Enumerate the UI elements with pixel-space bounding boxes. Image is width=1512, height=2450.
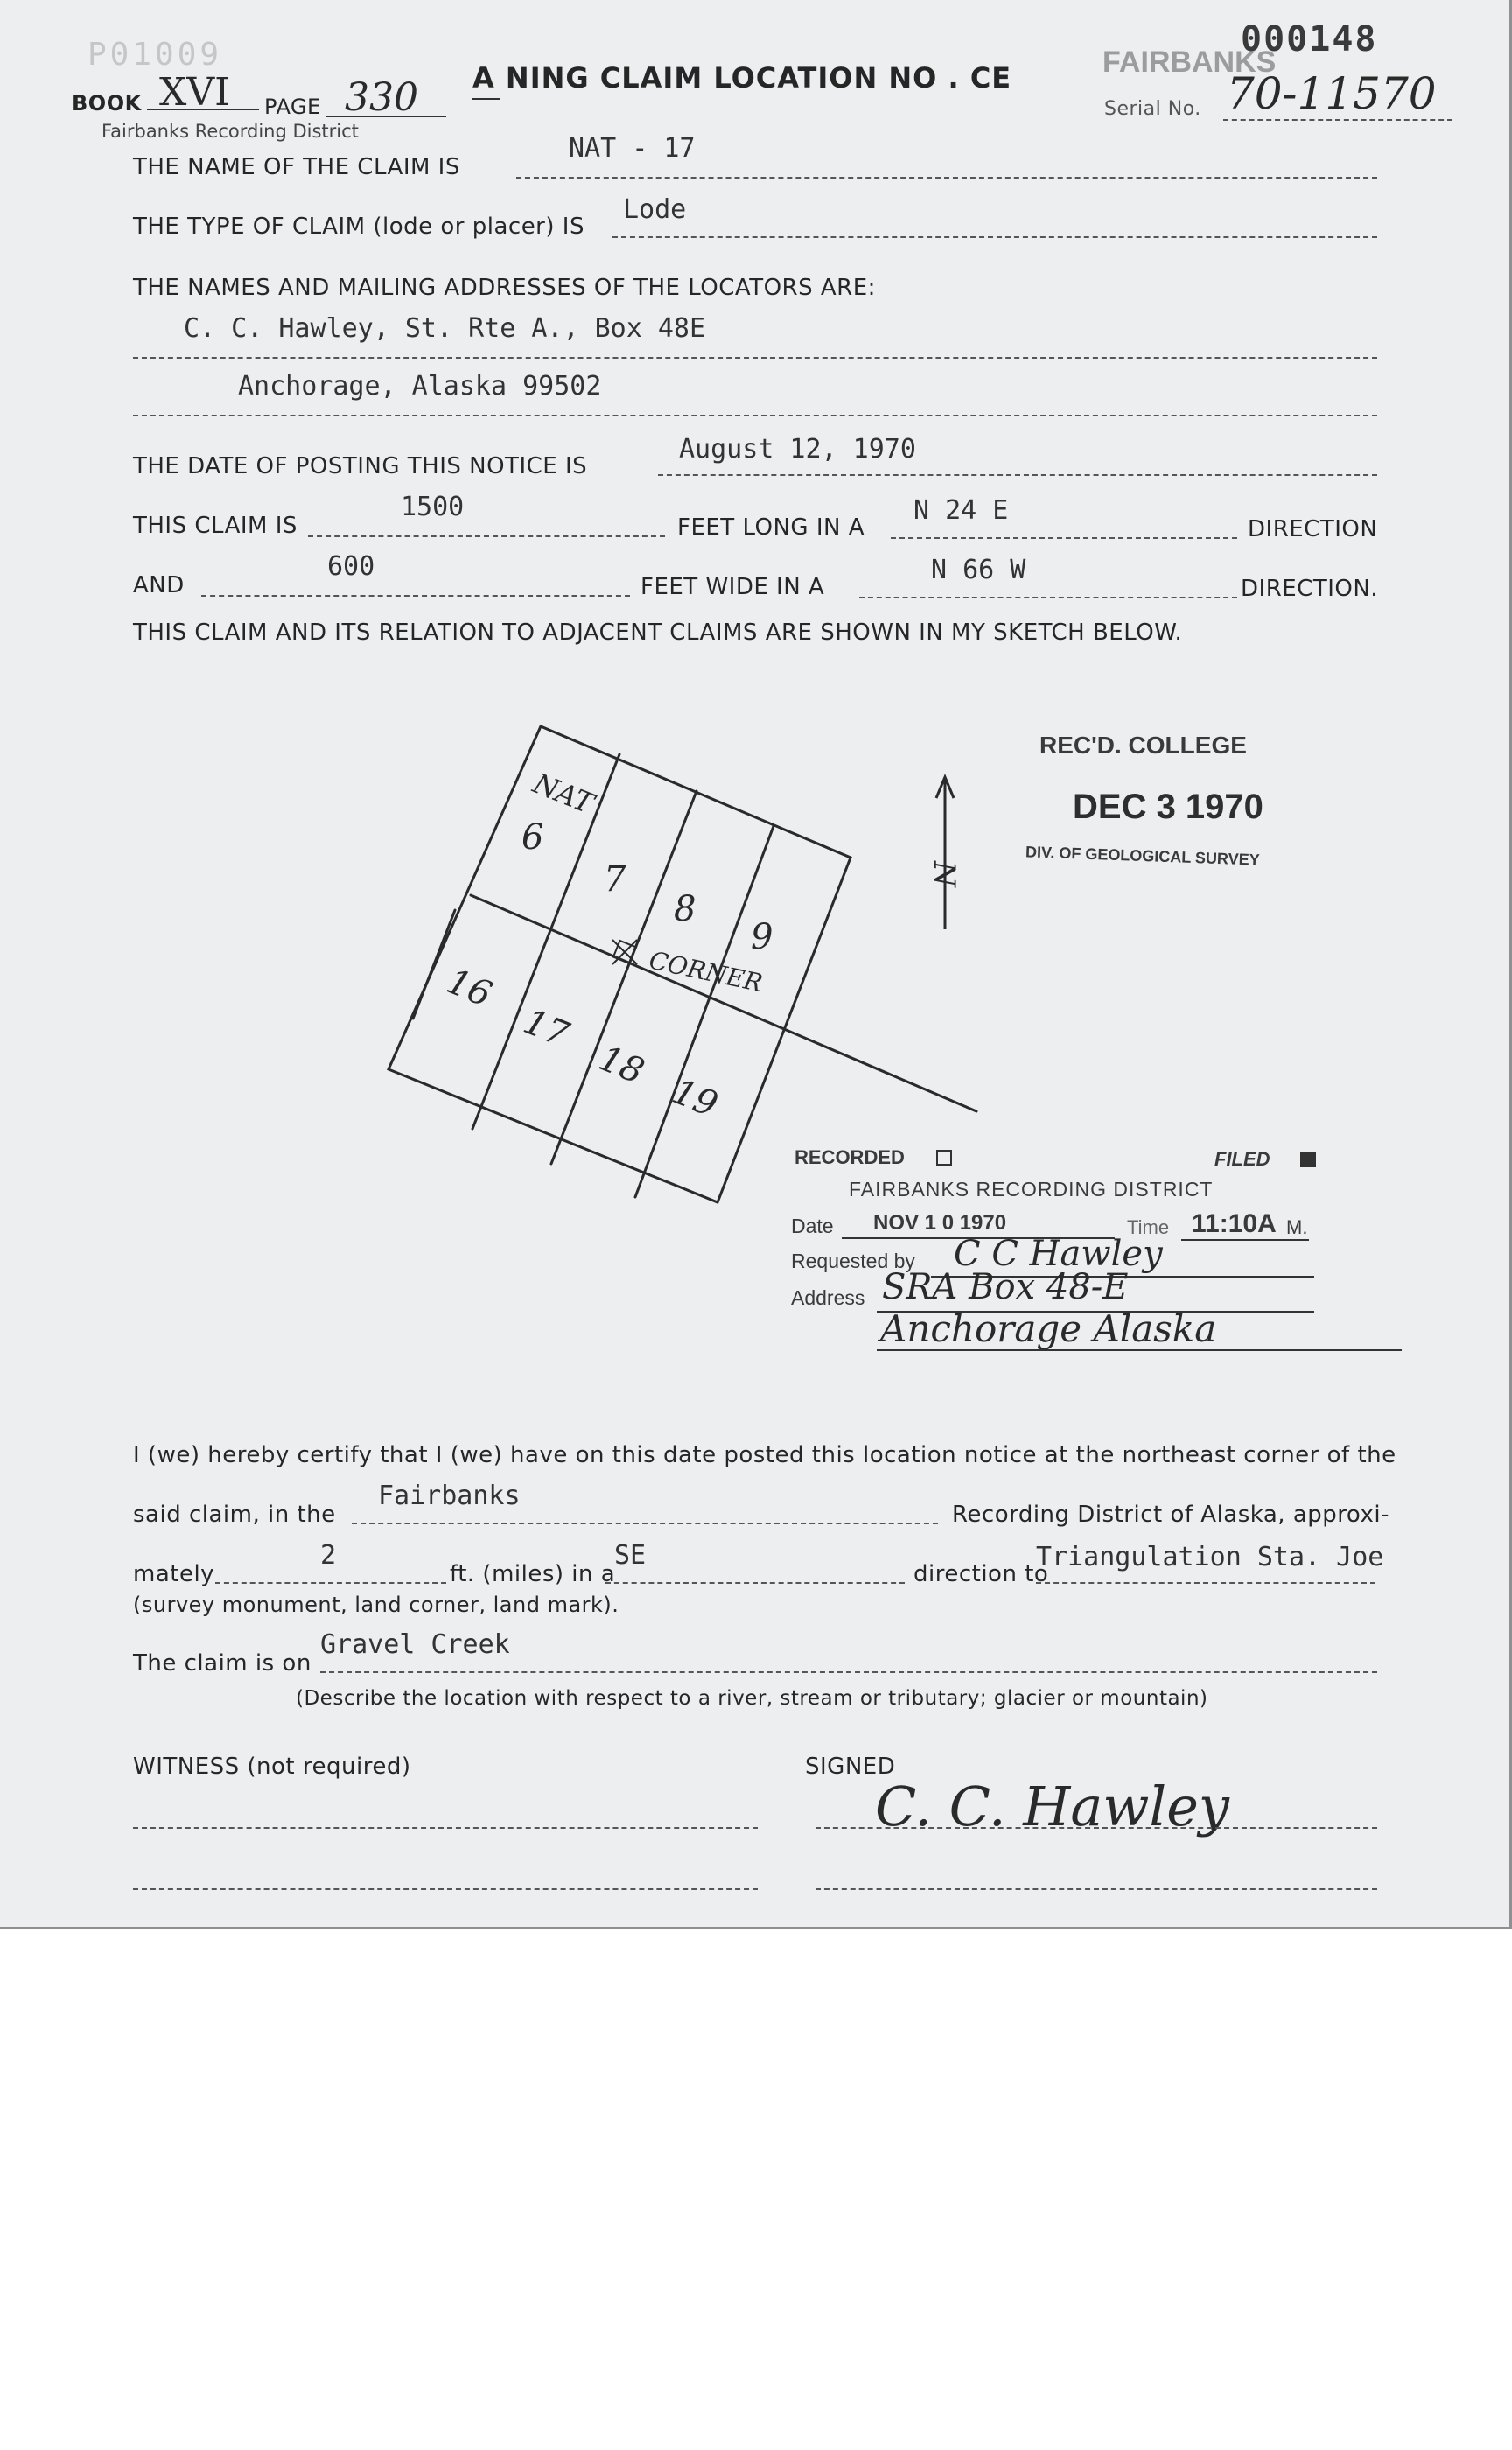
certification-line: I (we) hereby certify that I (we) have on this date posted this location notice at the northeast corner of the	[133, 1442, 1396, 1468]
claim-is-label: THIS CLAIM IS	[133, 513, 298, 539]
sketch-claim-9: 9	[751, 917, 774, 957]
recorded-label: RECORDED	[794, 1146, 905, 1168]
feet-wide-label: FEET WIDE IN A	[640, 574, 825, 600]
posting-date-value: August 12, 1970	[679, 434, 916, 465]
claim-on-label: The claim is on	[133, 1650, 312, 1676]
claim-sketch	[350, 700, 1015, 1225]
locator-line-1: C. C. Hawley, St. Rte A., Box 48E	[184, 313, 706, 344]
north-arrow	[936, 777, 954, 929]
claim-type-label: THE TYPE OF CLAIM (lode or placer) IS	[133, 214, 584, 240]
survey-note: (survey monument, land corner, land mark).	[133, 1592, 620, 1617]
signed-label: SIGNED	[805, 1754, 896, 1780]
landmark-value: Triangulation Sta. Joe	[1036, 1542, 1384, 1572]
wide-direction-value: N 66 W	[931, 555, 1026, 585]
claim-name-value: NAT - 17	[569, 133, 696, 164]
claim-length-value: 1500	[401, 492, 465, 522]
recording-district-label: FAIRBANKS RECORDING DISTRICT	[849, 1178, 1214, 1200]
requested-by-label: Requested by	[791, 1250, 915, 1272]
long-direction-value: N 24 E	[914, 495, 1009, 526]
sketch-claim-8: 8	[674, 889, 696, 929]
address-line1: SRA Box 48-E	[882, 1267, 1129, 1307]
received-stamp-date: DEC 3 1970	[1073, 788, 1264, 826]
document-number: 000148	[1241, 19, 1378, 60]
recorded-checkbox	[936, 1150, 952, 1166]
recording-district-text: Recording District of Alaska, approxi-	[952, 1502, 1390, 1528]
direction-label-1: DIRECTION	[1248, 516, 1378, 542]
claim-name-label: THE NAME OF THE CLAIM IS	[133, 154, 460, 180]
unit-label: ft. (miles) in a	[450, 1561, 616, 1587]
page-title: A NING CLAIM LOCATION NO . CE	[472, 61, 1012, 94]
stamp-date-value: NOV 1 0 1970	[873, 1211, 1007, 1235]
requested-by-value: C C Hawley	[954, 1234, 1163, 1274]
sketch-instruction: THIS CLAIM AND ITS RELATION TO ADJACENT CLAIMS ARE SHOWN IN MY SKETCH BELOW.	[133, 620, 1183, 646]
received-stamp-line1: REC'D. COLLEGE	[1040, 732, 1247, 759]
and-label: AND	[133, 572, 185, 598]
serial-label: Serial No.	[1104, 98, 1201, 120]
sketch-claim-7: 7	[604, 859, 626, 900]
direction-to-label: direction to	[914, 1561, 1049, 1587]
direction-label-2: DIRECTION.	[1241, 576, 1379, 602]
posting-date-label: THE DATE OF POSTING THIS NOTICE IS	[133, 453, 588, 480]
sketch-claim-18: 18	[592, 1038, 650, 1093]
claim-width-value: 600	[327, 551, 375, 582]
sketch-claim-19: 19	[666, 1071, 724, 1126]
page-label: PAGE	[264, 94, 321, 119]
claim-type-value: Lode	[623, 194, 687, 225]
received-stamp-line3: DIV. OF GEOLOGICAL SURVEY	[1025, 843, 1261, 869]
witness-label: WITNESS (not required)	[133, 1754, 411, 1780]
locators-label: THE NAMES AND MAILING ADDRESSES OF THE LOCATORS ARE:	[133, 275, 876, 301]
mately-label: mately	[133, 1561, 215, 1587]
sketch-claim-6: 6	[522, 817, 544, 858]
page-value: 330	[345, 75, 418, 120]
locator-line-2: Anchorage, Alaska 99502	[238, 371, 602, 402]
address-line2: Anchorage Alaska	[880, 1307, 1217, 1350]
said-claim-label: said claim, in the	[133, 1502, 336, 1528]
claim-on-value: Gravel Creek	[320, 1629, 510, 1660]
signature: C. C. Hawley	[875, 1774, 1229, 1838]
north-label: N	[927, 861, 962, 887]
address-label: Address	[791, 1286, 865, 1309]
sketch-claim-16: 16	[440, 961, 498, 1016]
describe-note: (Describe the location with respect to a river, stream or tributary; glacier or mountain)	[296, 1687, 1208, 1710]
sketch-corner-label: CORNER	[646, 945, 766, 998]
feet-long-label: FEET LONG IN A	[677, 514, 865, 541]
district-label: Fairbanks Recording District	[102, 121, 359, 142]
district-value: Fairbanks	[378, 1480, 521, 1511]
direction-value: SE	[614, 1540, 647, 1571]
stamp-date-label: Date	[791, 1214, 834, 1237]
filed-label: FILED	[1214, 1148, 1270, 1170]
stamp-time-suffix: M.	[1286, 1216, 1308, 1238]
book-label: BOOK	[72, 91, 142, 116]
book-value: XVI	[159, 70, 230, 115]
sketch-claim-17: 17	[517, 1001, 575, 1056]
stamp-time-label: Time	[1127, 1216, 1170, 1238]
office-stamp: FAIRBANKS	[1102, 46, 1277, 79]
faint-stamp-number: P01009	[88, 37, 223, 73]
distance-value: 2	[320, 1540, 337, 1571]
filed-checkbox	[1300, 1152, 1316, 1167]
stamp-time-value: 11:10A	[1192, 1209, 1277, 1238]
sketch-label-nat: NAT	[528, 766, 598, 821]
serial-value: 70-11570	[1227, 68, 1437, 119]
